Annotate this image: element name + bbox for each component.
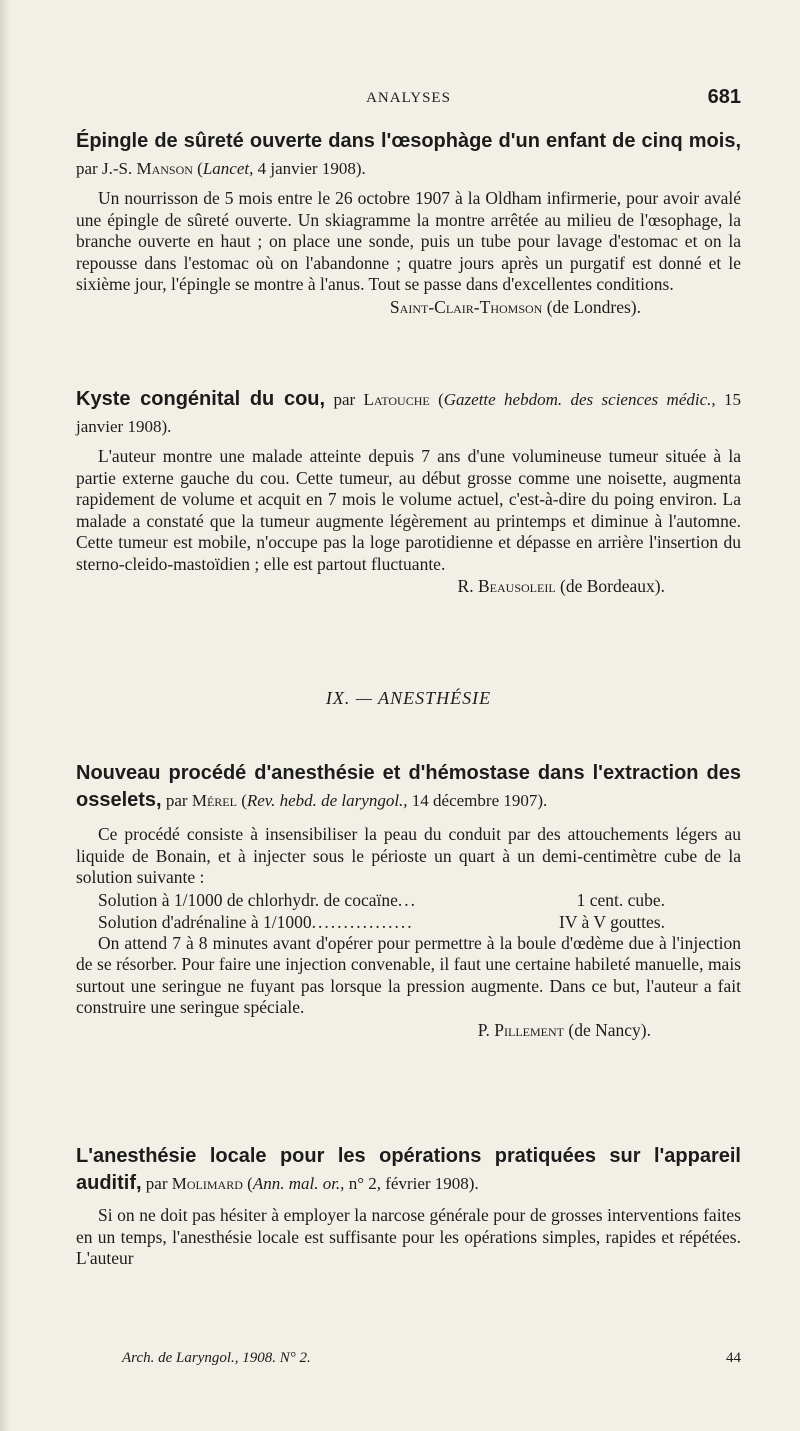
formula-line [76, 889, 741, 911]
article-anesthesie-osselets [76, 760, 741, 1041]
page-number: 681 [707, 86, 741, 108]
formula-dose: 1 cent. cube. [576, 889, 665, 910]
signature-place: (de Nancy). [564, 1019, 651, 1040]
article-anesthesie-locale [76, 1143, 741, 1270]
running-title: ANALYSES [366, 90, 451, 106]
title-text: Nouveau procédé d'anesthésie et d'hémostase dans l'extraction des osselets, [76, 762, 741, 811]
formula-line [76, 911, 741, 933]
ref-date: 4 janvier 1908). [253, 159, 366, 178]
signature [76, 296, 741, 318]
article-body: Un nourrisson de 5 mois entre le 26 octobre 1907 à la Oldham infirmerie, pour avoir avalé une épingle de sûreté ouverte. Un skiagramme la montre arrêtée au milieu de l'œsophage, la branche ouverte en haut ; on place une sonde, puis un tube pour lavage d'estomac et on la repousse dans l'estomac où on l'abandonne ; quatre jours après un purgatif est donné et le sixième jour, l'épingle se montre à l'anus. Tout se passe dans d'excellentes conditions. [76, 188, 741, 294]
ref-prefix: par [141, 1174, 172, 1193]
formula-dose: IV à V gouttes. [559, 911, 665, 932]
article-title [76, 760, 741, 814]
article-body: Si on ne doit pas hésiter à employer la narcose générale pour de grosses interventions faites en un temps, l'anesthésie locale est suffisante pour les opérations simples, rapides et répétées. L'auteur [76, 1205, 741, 1268]
author: Manson [136, 159, 193, 178]
signature-name: Pillement [494, 1019, 565, 1040]
journal: Rev. hebd. de laryngol., [246, 791, 408, 810]
author: Latouche [363, 390, 430, 409]
reference [76, 159, 366, 178]
running-header [76, 86, 741, 116]
footer-sheet-number: 44 [726, 1350, 741, 1366]
title-text: L'anesthésie locale pour les opérations pratiquées sur l'appareil auditif, [76, 1145, 741, 1194]
formula-leader: ... [397, 889, 417, 910]
page-footer [122, 1350, 741, 1372]
ref-prefix: par [325, 390, 364, 409]
reference [162, 791, 548, 810]
title-text: Épingle de sûreté ouverte dans l'œsophàge d'un enfant de cinq mois, [76, 130, 741, 152]
signature-initial: P. [477, 1019, 495, 1040]
article-title [76, 1143, 741, 1197]
ref-open: ( [429, 390, 444, 409]
ref-date: 15 janvier 1908). [76, 390, 742, 436]
signature-name: Beausoleil [477, 576, 556, 596]
ref-open: ( [242, 1174, 253, 1193]
ref-prefix: par J.-S. [76, 159, 137, 178]
author: Mérel [191, 791, 237, 810]
signature-initial: R. [457, 576, 478, 596]
ref-prefix: par [161, 791, 192, 810]
article-body: On attend 7 à 8 minutes avant d'opérer pour permettre à la boule d'œdème due à l'injection de se résorber. Pour faire une injection convenable, il faut une certaine habileté manuelle, mais surtout une seringue ne fuyant pas lorsque la pression augmente. Dans ce but, l'auteur a fait construire une seringue spéciale. [76, 932, 741, 1017]
journal: Lancet, [202, 159, 254, 178]
journal: Ann. mal. or., [252, 1174, 345, 1193]
signature-place: (de Bordeaux). [555, 576, 665, 596]
ref-open: ( [192, 159, 203, 178]
ref-date: n° 2, février 1908). [344, 1174, 479, 1193]
reference [142, 1174, 479, 1193]
ref-open: ( [236, 791, 247, 810]
article-epingle [76, 128, 741, 318]
article-body-intro: Ce procédé consiste à insensibiliser la peau du conduit par des attouchements légers au liquide de Bonain, et à injecter sous le périoste un quart à un demi-centimètre cube de la solution suivante : [76, 824, 741, 887]
formula-ingredient: Solution à 1/1000 de chlorhydr. de cocaïne [98, 889, 398, 910]
section-heading: IX. — ANESTHÉSIE [325, 688, 492, 708]
article-title [76, 128, 741, 182]
journal: Gazette hebdom. des sciences médic., [443, 390, 716, 409]
article-title [76, 386, 741, 440]
ref-date: 14 décembre 1907). [407, 791, 548, 810]
article-kyste [76, 386, 741, 597]
signature-place: (de Londres). [542, 296, 641, 317]
signature [76, 1019, 741, 1041]
signature-name: Saint-Clair-Thomson [389, 296, 543, 317]
footer-journal: Arch. de Laryngol., 1908. N° 2. [122, 1350, 311, 1366]
page-edge [0, 0, 10, 1431]
signature [76, 575, 741, 597]
formula-leader: ................ [311, 911, 414, 932]
author: Molimard [171, 1174, 243, 1193]
title-text: Kyste congénital du cou, [76, 388, 326, 410]
article-body: L'auteur montre une malade atteinte depuis 7 ans d'une volumineuse tumeur située à la partie externe gauche du cou. Cette tumeur, au début grosse comme une noisette, augmenta rapidement de volume et acquit en 7 mois le volume actuel, c'est-à-dire du poing environ. La malade a constaté que la tumeur augmente légèrement au printemps et diminue à l'automne. Cette tumeur est mobile, n'occupe pas la loge parotidienne et dépasse en arrière l'insertion du sterno-cleido-mastoïdien ; elle est partout fluctuante. [76, 446, 741, 574]
formula-ingredient: Solution d'adrénaline à 1/1000 [98, 911, 312, 932]
